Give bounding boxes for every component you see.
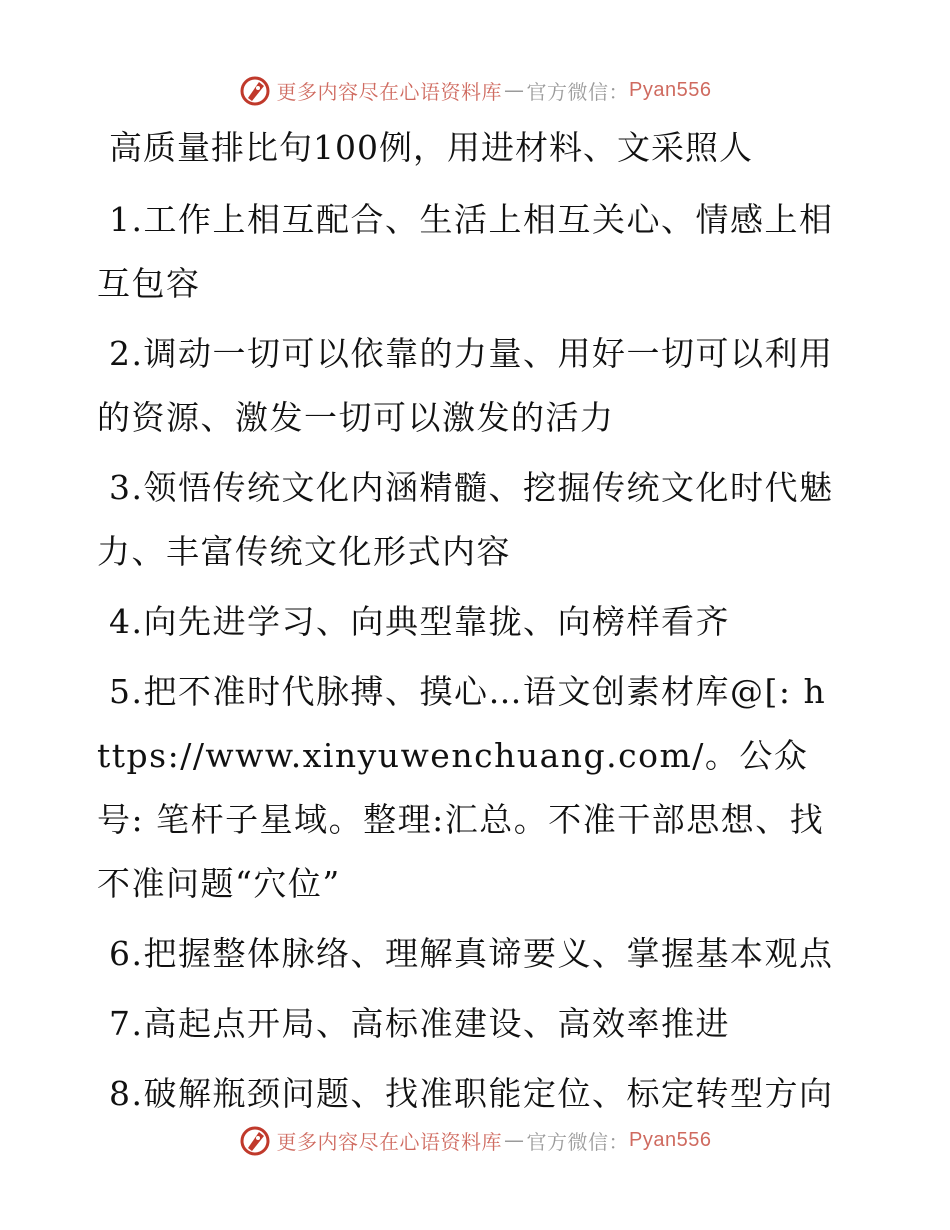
list-item: 4.向先进学习、向典型靠拢、向榜样看齐 xyxy=(109,602,730,641)
watermark-contact-id: Pyan556 xyxy=(629,1128,712,1151)
watermark-contact-label: 官方微信： xyxy=(526,79,630,104)
list-item: 6.把握整体脉络、理解真谛要义、掌握基本观点 xyxy=(109,934,834,973)
watermark-separator: — xyxy=(504,78,525,102)
watermark-contact-id: Pyan556 xyxy=(629,78,712,101)
watermark-header xyxy=(0,70,950,110)
document-body xyxy=(97,120,837,1132)
list-item: 3.领悟传统文化内涵精髓、挖掘传统文化时代魅力、丰富传统文化形式内容 xyxy=(97,468,834,571)
watermark-footer xyxy=(0,1120,950,1160)
watermark-separator: — xyxy=(504,1128,525,1152)
list-item: 1.工作上相互配合、生活上相互关心、情感上相互包容 xyxy=(97,200,834,303)
list-item: 2.调动一切可以依靠的力量、用好一切可以利用的资源、激发一切可以激发的活力 xyxy=(97,334,834,437)
watermark-brand: 更多内容尽在心语资料库 xyxy=(276,79,503,104)
list-item: 5.把不准时代脉搏、摸心…语文创素材库@[: https://www.xinyuwenchuang.com/。公众号: 笔杆子星域。整理:汇总。不准干部思想、找不准问题“穴位” xyxy=(97,672,827,903)
watermark-brand: 更多内容尽在心语资料库 xyxy=(276,1129,503,1154)
list-item: 8.破解瓶颈问题、找准职能定位、标定转型方向 xyxy=(109,1074,834,1113)
list-item: 7.高起点开局、高标准建设、高效率推进 xyxy=(109,1004,730,1043)
watermark-contact-label: 官方微信： xyxy=(526,1129,630,1154)
pen-nib-logo-icon xyxy=(239,1124,271,1156)
pen-nib-logo-icon xyxy=(239,74,271,106)
document-title: 高质量排比句100例，用进材料、文采照人 xyxy=(109,128,753,167)
